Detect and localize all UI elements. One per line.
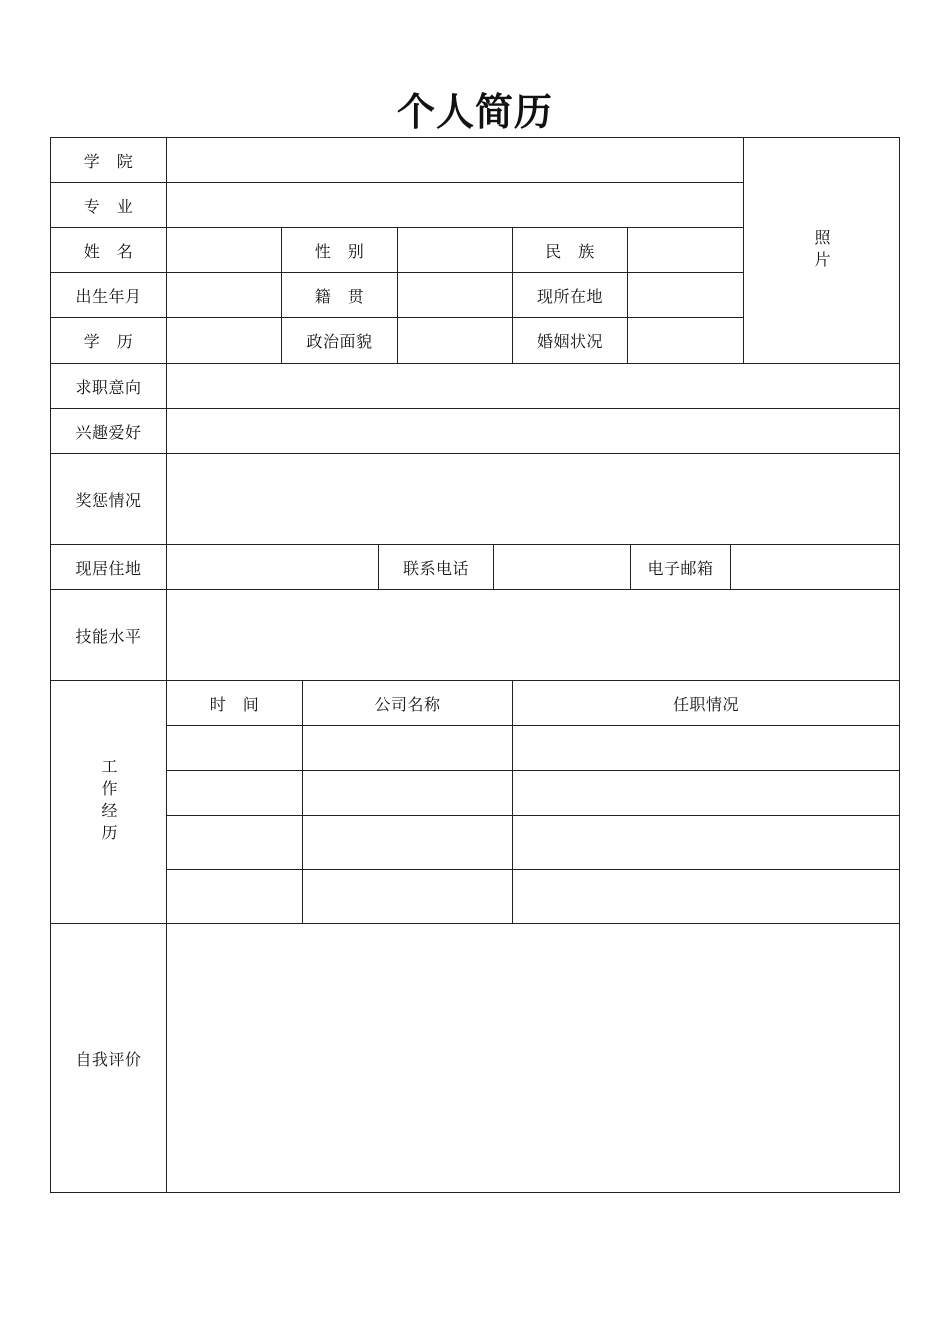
- work-row-2-company[interactable]: [302, 770, 513, 816]
- work-header-time: 时 间: [166, 680, 303, 726]
- major-label: 专 业: [50, 182, 167, 228]
- current-location-label: 现所在地: [512, 272, 628, 318]
- phone-label: 联系电话: [378, 544, 494, 590]
- rewards-label: 奖惩情况: [50, 453, 167, 545]
- birth-date-label: 出生年月: [50, 272, 167, 318]
- email-label: 电子邮箱: [630, 544, 731, 590]
- photo-label: 照片: [812, 228, 831, 273]
- work-row-1-time[interactable]: [166, 725, 303, 771]
- political-status-field[interactable]: [397, 317, 513, 364]
- birth-date-field[interactable]: [166, 272, 282, 318]
- ethnicity-field[interactable]: [627, 227, 744, 273]
- gender-label: 性 别: [281, 227, 398, 273]
- college-label: 学 院: [50, 137, 167, 183]
- hobbies-label: 兴趣爱好: [50, 408, 167, 454]
- photo-box[interactable]: [743, 137, 900, 364]
- page-title: 个人简历: [396, 89, 553, 134]
- major-field[interactable]: [166, 182, 744, 228]
- name-field[interactable]: [166, 227, 282, 273]
- marital-status-label: 婚姻状况: [512, 317, 628, 364]
- skills-field[interactable]: [166, 589, 900, 681]
- native-place-field[interactable]: [397, 272, 513, 318]
- name-label: 姓 名: [50, 227, 167, 273]
- job-intention-field[interactable]: [166, 363, 900, 409]
- ethnicity-label: 民 族: [512, 227, 628, 273]
- gender-field[interactable]: [397, 227, 513, 273]
- work-row-1-position[interactable]: [512, 725, 900, 771]
- work-experience-label: 工作经历: [50, 680, 167, 924]
- work-row-3-time[interactable]: [166, 815, 303, 870]
- work-row-3-position[interactable]: [512, 815, 900, 870]
- hobbies-field[interactable]: [166, 408, 900, 454]
- work-row-3-company[interactable]: [302, 815, 513, 870]
- work-row-2-time[interactable]: [166, 770, 303, 816]
- email-field[interactable]: [730, 544, 900, 590]
- work-row-1-company[interactable]: [302, 725, 513, 771]
- self-evaluation-field[interactable]: [166, 923, 900, 1193]
- skills-label: 技能水平: [50, 589, 167, 681]
- work-row-4-position[interactable]: [512, 869, 900, 924]
- work-header-position: 任职情况: [512, 680, 900, 726]
- job-intention-label: 求职意向: [50, 363, 167, 409]
- education-field[interactable]: [166, 317, 282, 364]
- work-row-4-time[interactable]: [166, 869, 303, 924]
- rewards-field[interactable]: [166, 453, 900, 545]
- work-header-company: 公司名称: [302, 680, 513, 726]
- work-row-2-position[interactable]: [512, 770, 900, 816]
- current-location-field[interactable]: [627, 272, 744, 318]
- native-place-label: 籍 贯: [281, 272, 398, 318]
- college-field[interactable]: [166, 137, 744, 183]
- phone-field[interactable]: [493, 544, 631, 590]
- work-row-4-company[interactable]: [302, 869, 513, 924]
- education-label: 学 历: [50, 317, 167, 364]
- residence-label: 现居住地: [50, 544, 167, 590]
- residence-field[interactable]: [166, 544, 379, 590]
- self-evaluation-label: 自我评价: [50, 923, 167, 1193]
- marital-status-field[interactable]: [627, 317, 744, 364]
- political-status-label: 政治面貌: [281, 317, 398, 364]
